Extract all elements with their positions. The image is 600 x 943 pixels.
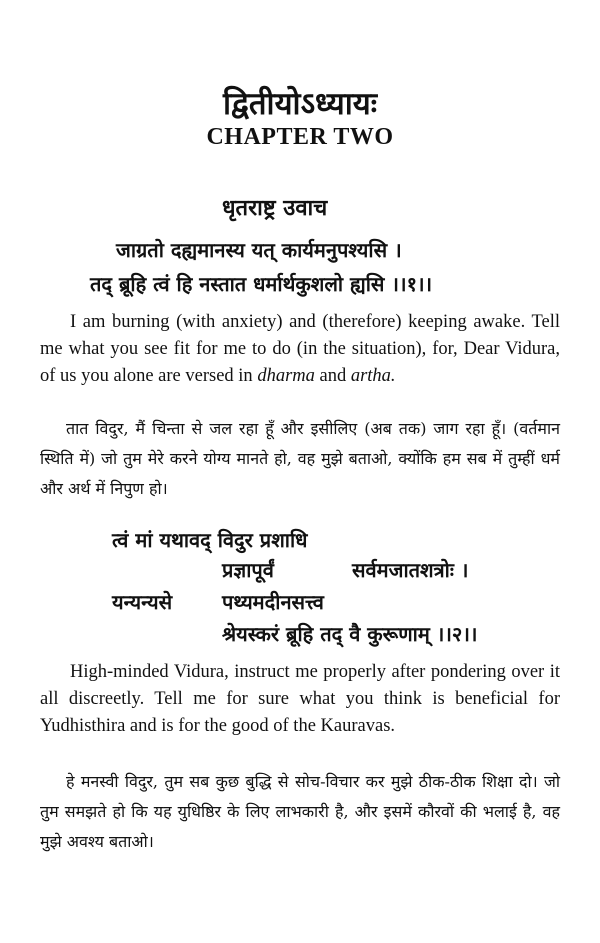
verse2-line1: त्वं मां यथावद् विदुर प्रशाधि [112,528,308,552]
term-dharma: dharma [257,366,315,386]
chapter-title-english: CHAPTER TWO [206,124,394,150]
verse1-english-translation [40,309,560,390]
verse1-line1: जाग्रतो दह्यमानस्य यत् कार्यमनुपश्यसि । [116,238,402,262]
verse2-english-translation [40,659,560,740]
chapter-title-sanskrit: द्वितीयोऽध्यायः [223,86,377,122]
verse2-line2a: प्रज्ञापूर्वं [222,558,274,582]
verse2-hindi-text: हे मनस्वी विदुर, तुम सब कुछ बुद्धि से सोच-विचार कर मुझे ठीक-ठीक शिक्षा दो। जो तुम समझते हो कि यह युधिष्ठिर के लिए लाभकारी है, और इसमें कौरवों की भलाई है, वह मुझे अवश्य बताओ। [40,772,560,851]
verse1-hindi-translation [40,414,560,504]
verse2-english-text: High-minded Vidura, instruct me properly after pondering over it all discreetly. Tell me for sure what you think is beneficial for Yudhisthira and is for the good of the Kauravas. [40,662,560,736]
verse2-hindi-translation [40,767,560,857]
verse2-line4: श्रेयस्करं ब्रूहि तद् वै कुरूणाम् ।।२।। [222,622,478,646]
verse1-hindi-text: तात विदुर, मैं चिन्ता से जल रहा हूँ और इसीलिए (अब तक) जाग रहा हूँ। (वर्तमान स्थिति में) जो तुम मेरे करने योग्य मानते हो, वह मुझे बताओ, क्योंकि हम सब में तुम्हीं धर्म और अर्थ में निपुण हो। [40,419,560,498]
speaker-heading: धृतराष्ट्र उवाच [222,195,328,221]
verse2-line3a: यन्यन्यसे [112,590,173,614]
verse2-line3b: पथ्यमदीनसत्त्व [222,590,324,614]
verse1-english-text: I am burning (with anxiety) and (therefore) keeping awake. Tell me what you see fit for me to do (in the situation), for, Dear Vidura, of us you alone are versed in [40,312,560,386]
term-artha: artha. [350,366,396,386]
verse1-line2: तद् ब्रूहि त्वं हि नस्तात धर्मार्थकुशलो ह्यसि ।।१।। [90,272,433,296]
verse2-line2b: सर्वमजातशत्रोः । [352,558,469,582]
term-and: and [319,366,347,386]
